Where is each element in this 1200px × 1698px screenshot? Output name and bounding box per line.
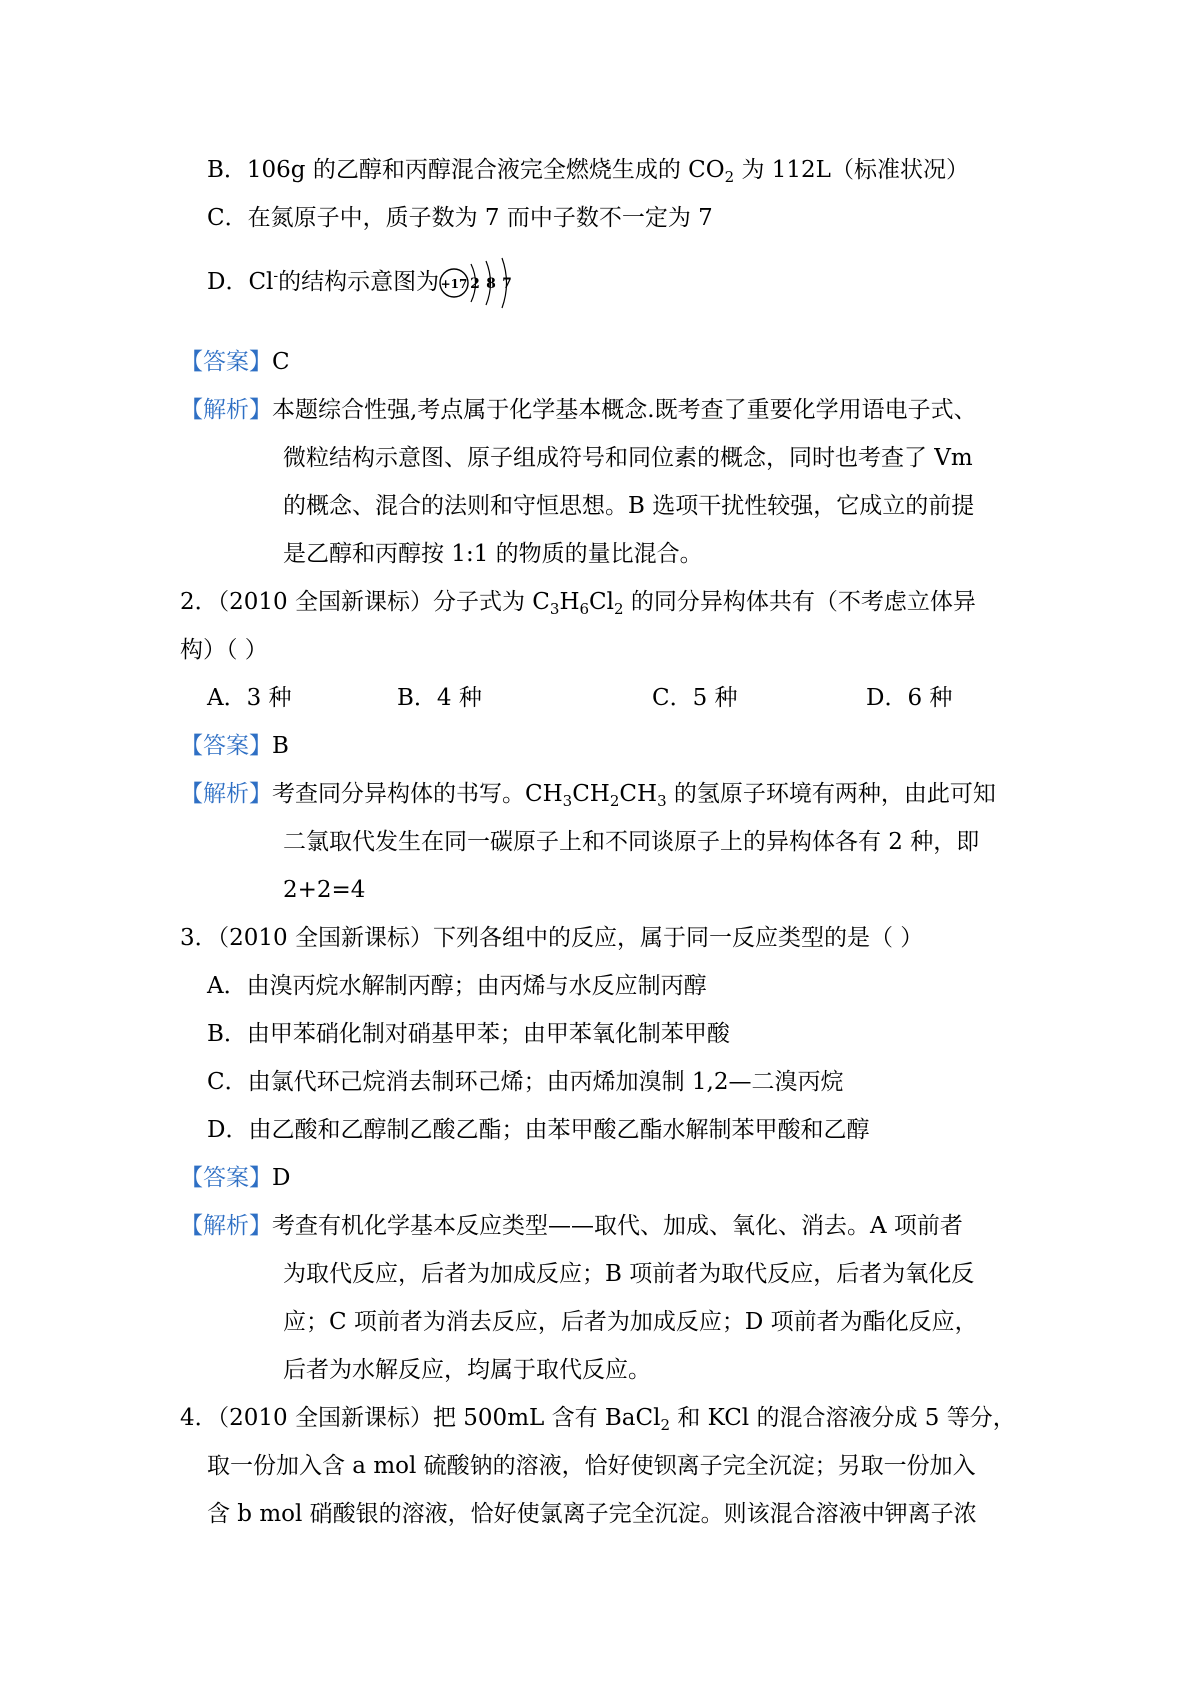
q1-analysis-line-1	[180, 394, 977, 426]
q1-option-d-tail: 的结构示意图为	[278, 269, 440, 295]
q2-analysis-sub-2: 2	[609, 792, 620, 810]
q1-option-b-text: B．106g 的乙醇和丙醇混合液完全燃烧生成的 CO	[207, 157, 725, 183]
q3-option-d: D．由乙酸和乙醇制乙酸乙酯；由苯甲酸乙酯水解制苯甲酸和乙醇	[207, 1117, 870, 1143]
analysis-label: 【解析】	[180, 781, 272, 807]
q4-stem-line-3: 含 b mol 硝酸银的溶液，恰好使氯离子完全沉淀。则该混合溶液中钾离子浓	[207, 1501, 977, 1527]
answer-label: 【答案】	[180, 733, 272, 759]
q1-option-c: C．在氮原子中，质子数为 7 而中子数不一定为 7	[207, 205, 713, 231]
q3-option-a: A．由溴丙烷水解制丙醇；由丙烯与水反应制丙醇	[207, 973, 707, 999]
q3-answer-value: D	[272, 1165, 291, 1191]
shell-electrons-1: 2	[470, 276, 481, 292]
q2-formula-h: H	[559, 589, 580, 615]
q4-stem-line-2: 取一份加入含 a mol 硫酸钠的溶液，恰好使钡离子完全沉淀；另取一份加入	[207, 1453, 976, 1479]
q2-answer-value: B	[272, 733, 289, 759]
q1-analysis-text: 本题综合性强,考点属于化学基本概念.既考查了重要化学用语电子式、	[272, 397, 977, 423]
answer-label: 【答案】	[180, 1165, 272, 1191]
q2-stem-text: 2．（2010 全国新课标）分子式为 C	[180, 589, 550, 615]
analysis-label: 【解析】	[180, 397, 272, 423]
q3-analysis-line-1	[180, 1210, 963, 1242]
q3-analysis-line-4: 后者为水解反应，均属于取代反应。	[283, 1357, 651, 1383]
q3-option-b: B．由甲苯硝化制对硝基甲苯；由甲苯氧化制苯甲酸	[207, 1021, 730, 1047]
q2-analysis-line-1	[180, 778, 996, 810]
answer-label: 【答案】	[180, 349, 272, 375]
q1-answer	[180, 346, 290, 378]
q2-analysis-ch: CH	[572, 781, 610, 807]
q4-stem-text: 4．（2010 全国新课标）把 500mL 含有 BaCl	[180, 1405, 661, 1431]
q3-analysis-line-3: 应；C 项前者为消去反应，后者为加成反应；D 项前者为酯化反应，	[283, 1309, 978, 1335]
q4-stem-tail: 和 KCl 的混合溶液分成 5 等分，	[670, 1405, 1016, 1431]
q2-option-d: D．6 种	[866, 685, 953, 711]
q1-option-d-sup: -	[273, 268, 279, 284]
q1-analysis-line-3: 的概念、混合的法则和守恒思想。B 选项干扰性较强，它成立的前提	[283, 493, 975, 519]
q2-option-b: B．4 种	[397, 685, 482, 711]
q1-option-b-tail: 为 112L（标准状况）	[734, 157, 969, 183]
q2-stem-line-2: 构）（ ）	[180, 637, 268, 663]
chlorine-ion-structure-diagram	[437, 256, 529, 310]
q2-formula-cl: Cl	[589, 589, 615, 615]
q2-analysis-line-2: 二氯取代发生在同一碳原子上和不同谈原子上的异构体各有 2 种，即	[283, 829, 980, 855]
q3-stem: 3．（2010 全国新课标）下列各组中的反应，属于同一反应类型的是（ ）	[180, 925, 924, 951]
q1-option-d	[207, 256, 529, 312]
q2-answer	[180, 730, 289, 762]
q1-option-d-text: D．Cl	[207, 269, 274, 295]
q2-analysis-sub-1: 3	[562, 792, 573, 810]
q2-stem-tail: 的同分异构体共有（不考虑立体异	[623, 589, 976, 615]
q2-option-a: A．3 种	[207, 685, 292, 711]
q2-analysis-line-3: 2+2=4	[283, 877, 366, 903]
q1-analysis-line-2: 微粒结构示意图、原子组成符号和同位素的概念，同时也考查了 Vm	[283, 445, 973, 471]
q1-option-b-sub: 2	[724, 168, 735, 186]
q3-analysis-line-2: 为取代反应，后者为加成反应；B 项前者为取代反应，后者为氧化反	[283, 1261, 975, 1287]
q2-analysis-tail: 的氢原子环境有两种，由此可知	[666, 781, 996, 807]
q1-analysis-line-4: 是乙醇和丙醇按 1:1 的物质的量比混合。	[283, 541, 703, 567]
q4-stem-line-1	[180, 1402, 1016, 1434]
nucleus-charge: +17	[440, 277, 468, 291]
q2-analysis-sub-3: 3	[657, 792, 667, 810]
q3-analysis-text: 考查有机化学基本反应类型——取代、加成、氧化、消去。A 项前者	[272, 1213, 963, 1239]
q2-stem-line-1	[180, 586, 976, 618]
analysis-label: 【解析】	[180, 1213, 272, 1239]
shell-electrons-2: 8	[486, 276, 497, 292]
q3-option-c: C．由氯代环己烷消去制环己烯；由丙烯加溴制 1,2—二溴丙烷	[207, 1069, 844, 1095]
q2-sub-1: 3	[549, 600, 560, 618]
q2-sub-2: 6	[579, 600, 590, 618]
q3-answer	[180, 1162, 290, 1194]
q2-analysis-text: 考查同分异构体的书写。CH	[272, 781, 563, 807]
q2-sub-3: 2	[614, 600, 624, 618]
q4-stem-sub: 2	[660, 1416, 671, 1434]
shell-electrons-3: 7	[502, 276, 513, 292]
q2-analysis-ch-2: CH	[619, 781, 658, 807]
q1-option-b	[207, 154, 969, 186]
q2-option-c: C．5 种	[652, 685, 738, 711]
q1-answer-value: C	[272, 349, 290, 375]
